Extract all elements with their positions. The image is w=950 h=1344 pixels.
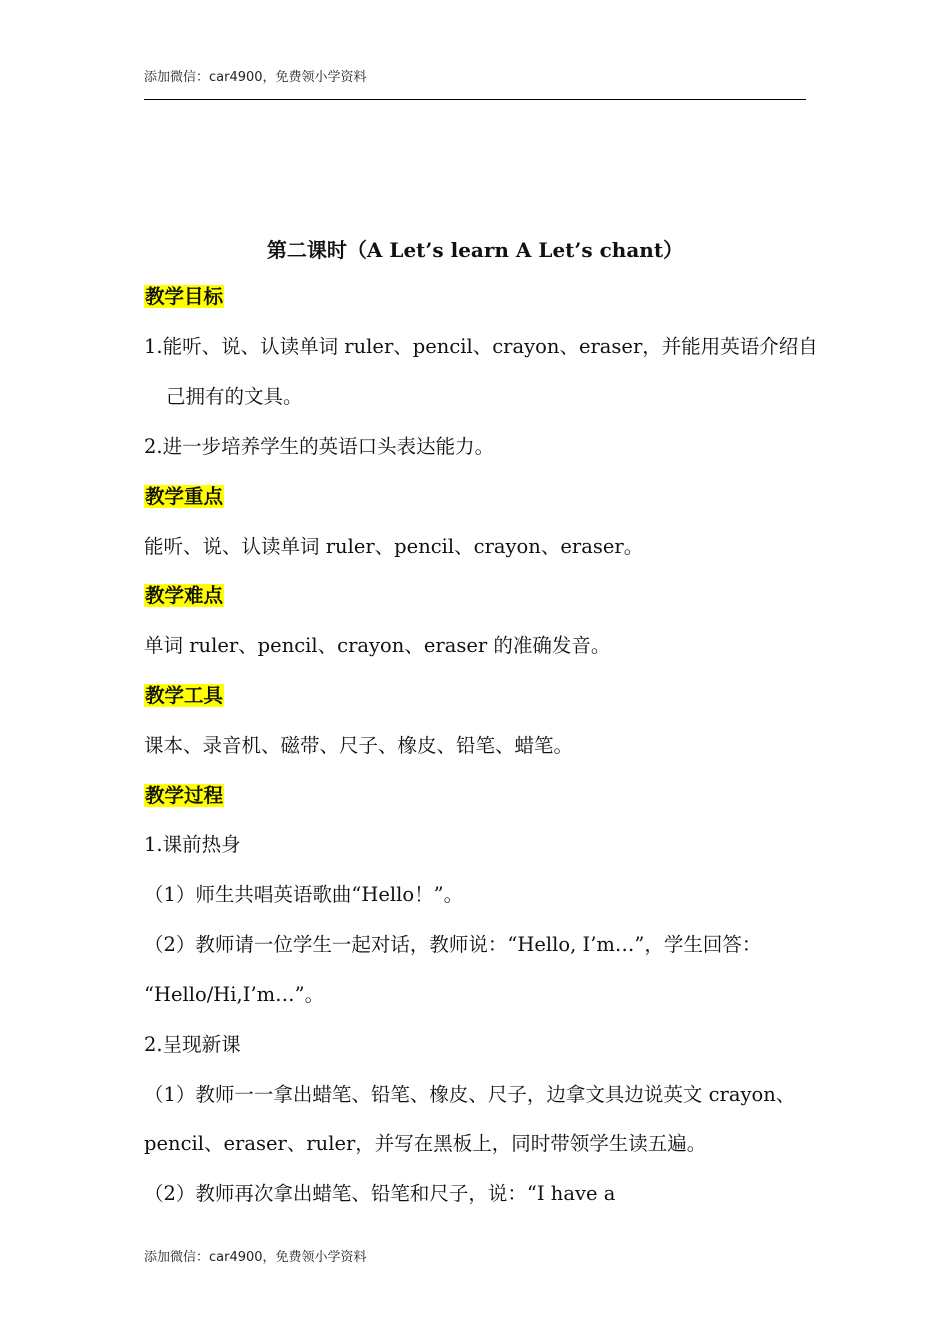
step-1-1: （1）师生共唱英语歌曲“Hello！”。 [144, 883, 464, 906]
step-1: 1.课前热身 [144, 833, 241, 856]
goal-1-line-1: 1.能听、说、认读单词 ruler、pencil、crayon、eraser，并能用英语介绍自 [144, 335, 818, 358]
key-points-text: 能听、说、认读单词 ruler、pencil、crayon、eraser。 [144, 535, 644, 558]
heading-key-points: 教学重点 [145, 485, 224, 508]
lesson-title: 第二课时（A Let’s learn A Let’s chant） [266, 238, 684, 262]
step-2-2: （2）教师再次拿出蜡笔、铅笔和尺子，说：“I have a [144, 1182, 616, 1205]
goal-2: 2.进一步培养学生的英语口头表达能力。 [144, 435, 495, 458]
difficulties-text: 单词 ruler、pencil、crayon、eraser 的准确发音。 [144, 634, 611, 657]
step-1-2-line-2: “Hello/Hi,I’m…”。 [144, 983, 325, 1006]
step-2-1-line-1: （1）教师一一拿出蜡笔、铅笔、橡皮、尺子，边拿文具边说英文 crayon、 [144, 1083, 796, 1106]
heading-tools: 教学工具 [145, 684, 224, 707]
heading-goals: 教学目标 [145, 285, 224, 308]
goal-1-line-2: 己拥有的文具。 [166, 385, 303, 408]
step-1-2-line-1: （2）教师请一位学生一起对话，教师说：“Hello, I’m…”，学生回答： [144, 933, 762, 956]
step-2-1-line-2: pencil、eraser、ruler，并写在黑板上，同时带领学生读五遍。 [144, 1132, 707, 1155]
tools-text: 课本、录音机、磁带、尺子、橡皮、铅笔、蜡笔。 [144, 734, 574, 757]
header-watermark: 添加微信：car4900，免费领小学资料 [144, 70, 367, 85]
heading-difficulties: 教学难点 [145, 584, 224, 607]
heading-process: 教学过程 [145, 784, 224, 807]
footer-watermark: 添加微信：car4900，免费领小学资料 [144, 1250, 367, 1265]
step-2: 2.呈现新课 [144, 1033, 241, 1056]
header-rule [144, 99, 806, 100]
